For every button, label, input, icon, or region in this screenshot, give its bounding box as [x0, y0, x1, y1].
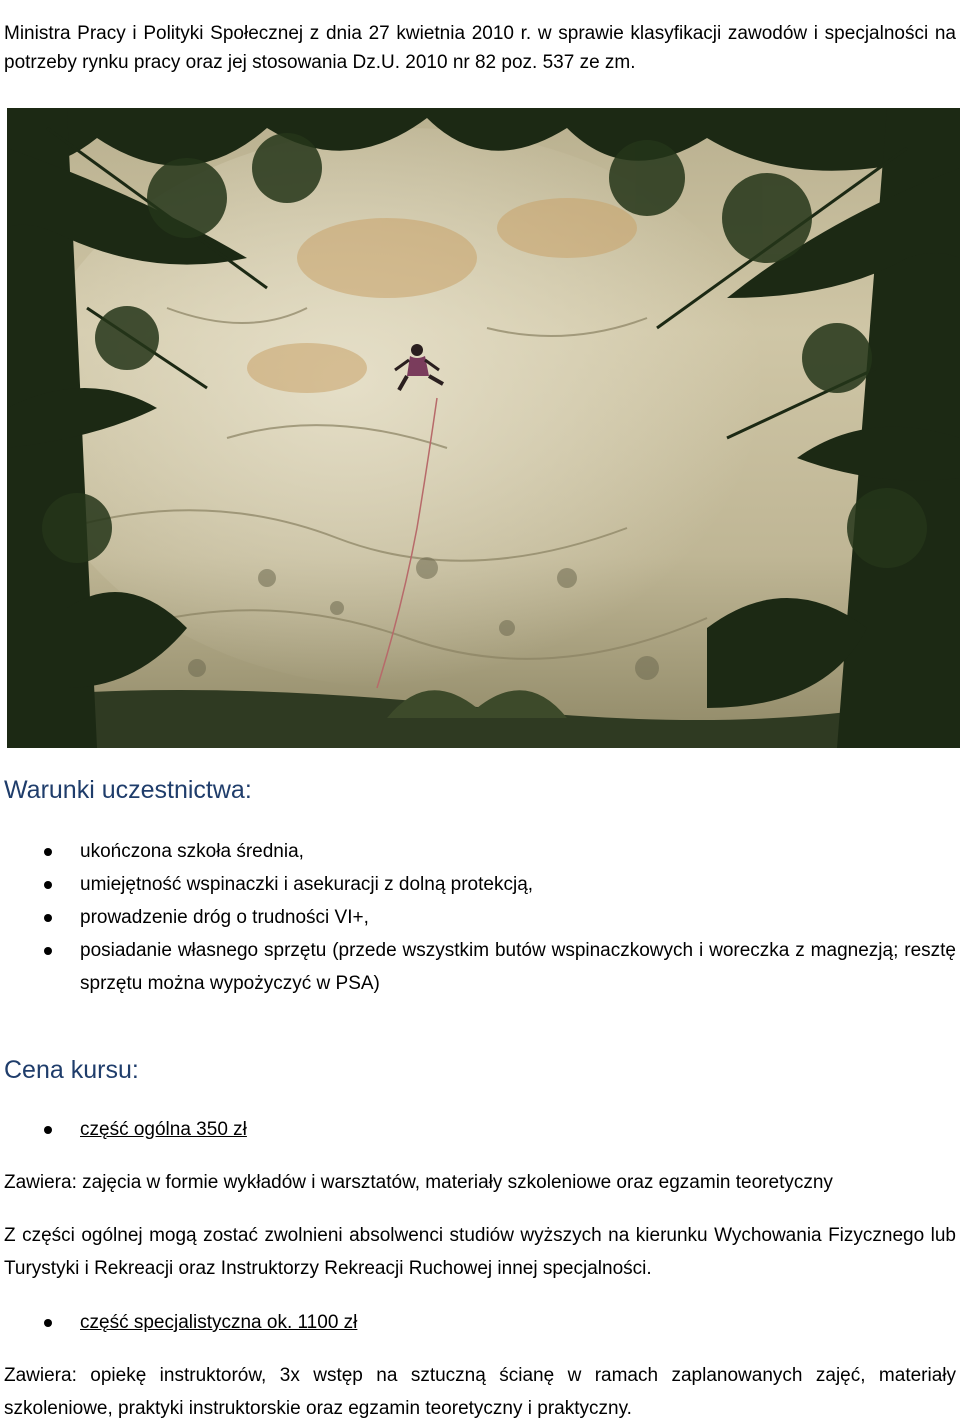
- conditions-list: [0, 835, 960, 1000]
- list-item: prowadzenie dróg o trudności VI+,: [0, 901, 960, 934]
- header-paragraph: Ministra Pracy i Polityki Społecznej z dnia 27 kwietnia 2010 r. w sprawie klasyfikacji zawodów i specjalności na potrzeby rynku pracy oraz jej stosowania Dz.U. 2010 nr 82 poz. 537 ze zm.: [4, 23, 956, 73]
- bullet-icon: [44, 1319, 52, 1327]
- bullet-icon: [44, 947, 52, 955]
- list-item: [0, 1306, 960, 1339]
- specialist-price-label: część specjalistyczna ok. 1100 zł: [80, 1312, 358, 1333]
- list-item: posiadanie własnego sprzętu (przede wszystkim butów wspinaczkowych i woreczka z magnezją; resztę sprzętu można wypożyczyć w PSA): [0, 934, 960, 1000]
- price-general-list: [0, 1113, 960, 1146]
- bullet-icon: [44, 881, 52, 889]
- list-item: [0, 1113, 960, 1146]
- bullet-icon: [44, 1126, 52, 1134]
- price-heading: Cena kursu:: [4, 1056, 139, 1084]
- specialist-contains-text: Zawiera: opiekę instruktorów, 3x wstęp na sztuczną ścianę w ramach zaplanowanych zajęć, materiały szkoleniowe, praktyki instruktorskie oraz egzamin teoretyczny i praktyczny.: [4, 1365, 956, 1419]
- price-specialist-list: [0, 1306, 960, 1339]
- list-item: ukończona szkoła średnia,: [0, 835, 960, 868]
- climbing-photo: [7, 108, 960, 748]
- list-item: umiejętność wspinaczki i asekuracji z dolną protekcją,: [0, 868, 960, 901]
- bullet-icon: [44, 848, 52, 856]
- general-price-label: część ogólna 350 zł: [80, 1119, 247, 1140]
- general-exemption-text: Z części ogólnej mogą zostać zwolnieni absolwenci studiów wyższych na kierunku Wychowania Fizycznego lub Turystyki i Rekreacji oraz Instruktorzy Rekreacji Ruchowej innej specjalności.: [4, 1225, 956, 1279]
- general-contains-text: Zawiera: zajęcia w formie wykładów i warsztatów, materiały szkoleniowe oraz egzamin teoretyczny: [4, 1172, 833, 1193]
- conditions-heading: Warunki uczestnictwa:: [4, 776, 252, 804]
- bullet-icon: [44, 914, 52, 922]
